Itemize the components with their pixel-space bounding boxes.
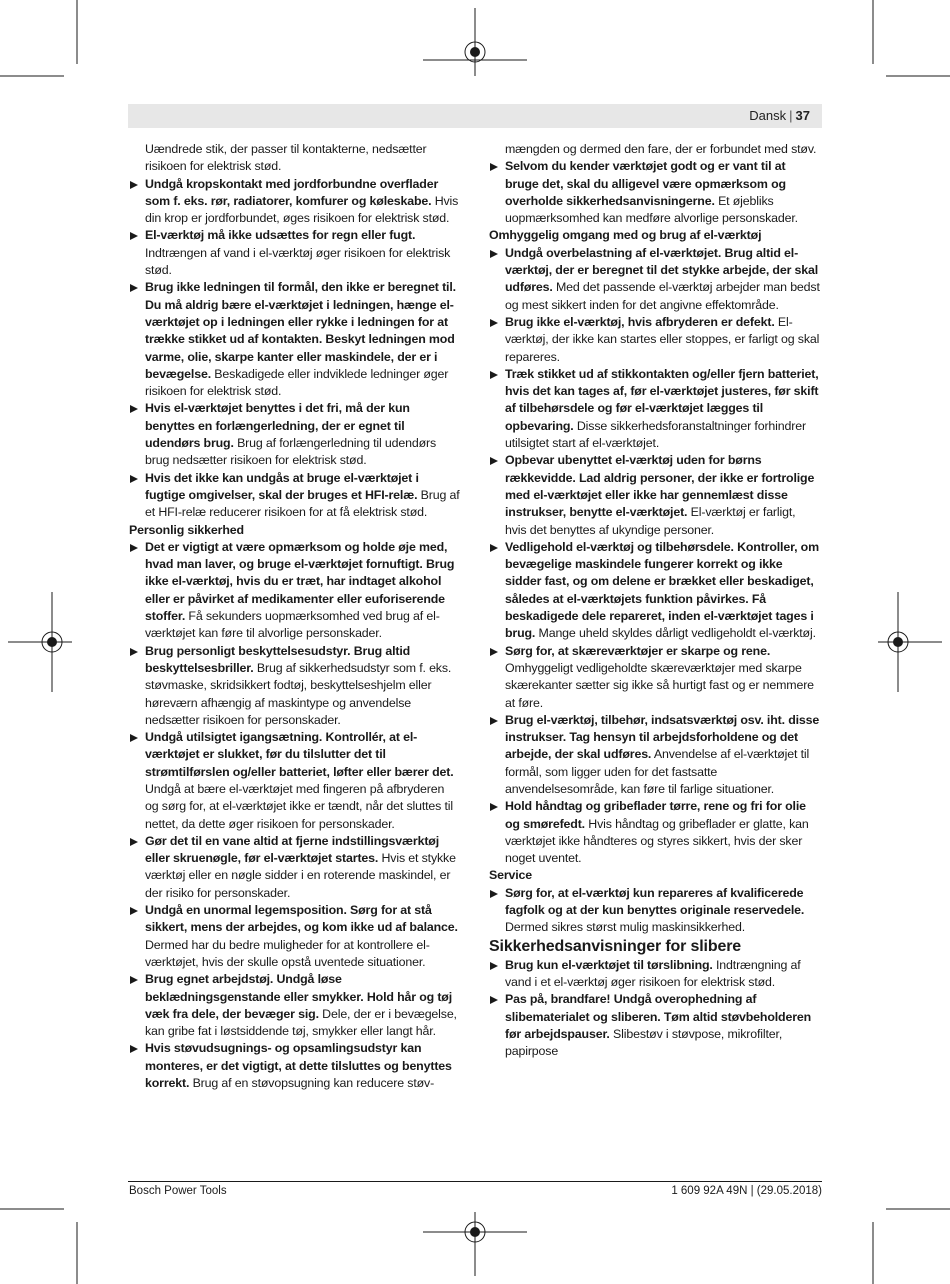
item-bold-text: Brug ikke ledningen til formål, den ikke er beregnet til. Du må aldrig bære el-værktøjet i ledningen, hænge el-værktøjet op i ledningen eller rykke i ledningen for at trække stikket ud af kontakten. Beskyt ledningen mod varme, olie, skarpe kanter eller maskindele, der er i bevægelse. [145, 280, 456, 381]
tool-handling-list [489, 245, 820, 868]
item-bold-text: Pas på, brandfare! Undgå overophedning af slibematerialet og sliberen. Tøm altid støvbeholderen før arbejdspauser. [505, 992, 812, 1041]
list-item [489, 366, 820, 452]
section-service: Service [489, 868, 533, 883]
list-item [129, 400, 460, 469]
item-text: Et øjebliks uopmærksomhed kan medføre alvorlige personskader. [505, 193, 798, 226]
continuation-paragraph: mængden og dermed den fare, der er forbundet med støv. [505, 142, 817, 156]
item-text: Dermed sikres størst mulig maskinsikkerhed. [505, 920, 746, 935]
bullet-triangle-icon [130, 232, 138, 240]
bullet-triangle-icon [130, 838, 138, 846]
item-bold-text: Undgå kropskontakt med jordforbundne overflader som f. eks. rør, radiatorer, komfurer og køleskabe. [145, 176, 439, 208]
list-item [129, 176, 460, 228]
item-bold-text: Brug kun el-værktøjet til tørslibning. [505, 957, 713, 972]
item-bold-text: Hold håndtag og gribeflader tørre, rene og fri for olie og smørefedt. [505, 799, 806, 831]
item-bold-text: Hvis el-værktøjet benyttes i det fri, må der kun benyttes en forlængerledning, der er egnet til udendørs brug. [145, 401, 410, 451]
footer-doc-number: 1 609 92A 49N | (29.05.2018) [671, 1185, 822, 1197]
item-bold-text: Undgå en unormal legemsposition. Sørg for at stå sikkert, mens der arbejdes, og kom ikke ud af balance. [145, 903, 458, 935]
header-text [749, 108, 810, 123]
intro-paragraph: Uændrede stik, der passer til kontakterne, nedsætter risikoen for elektrisk stød. [145, 142, 427, 174]
item-text: Hvis håndtag og gribeflader er glatte, kan værktøjet ikke håndteres og styres sikkert, hvis der sker noget uventet. [505, 816, 809, 866]
list-item [489, 158, 820, 227]
list-item [489, 314, 820, 366]
list-item [489, 643, 820, 712]
item-text: Dermed har du bedre muligheder for at kontrollere el-værktøjet, hvis der skulle opstå uventede situationer. [145, 937, 430, 969]
list-item [129, 1040, 460, 1092]
list-item [129, 971, 460, 1040]
item-bold-text: El-værktøj må ikke udsættes for regn eller fugt. [145, 228, 416, 243]
item-bold-text: Selvom du kender værktøjet godt og er vant til at bruge det, skal du alligevel være opmærksom og overholde sikkerhedsanvisningerne. [505, 159, 786, 208]
header-separator: | [789, 108, 793, 123]
item-text: Disse sikkerhedsforanstaltninger forhindrer utilsigtet start af el-værktøjet. [505, 418, 806, 451]
footer-publisher: Bosch Power Tools [129, 1185, 227, 1197]
page-header [128, 104, 822, 128]
item-text: Brug af et HFI-relæ reducerer risikoen for at få elektrisk stød. [145, 487, 460, 520]
bullet-triangle-icon [130, 907, 138, 915]
item-bold-text: Brug personligt beskyttelsesudstyr. Brug altid beskyttelsesbriller. [145, 643, 411, 675]
item-bold-text: Undgå utilsigtet igangsætning. Kontrollér, at el-værktøjet er slukket, før du tilslutter det til strømtilførslen og/eller batteriet, løfter eller bærer det. [145, 730, 454, 779]
list-item [129, 279, 460, 400]
item-text: El-værktøj er farligt, hvis det benyttes af ukyndige personer. [505, 505, 796, 537]
bullet-triangle-icon [490, 962, 498, 970]
list-item [129, 643, 460, 729]
item-bold-text: Træk stikket ud af stikkontakten og/eller fjern batteriet, hvis det kan tages af, før el-værktøjet justeres, før skift af tilbehørsdele og før el-værktøjet lægges til opbevaring. [505, 366, 819, 433]
list-item [489, 452, 820, 538]
list-item [129, 729, 460, 833]
bullet-triangle-icon [130, 976, 138, 984]
item-bold-text: Undgå overbelastning af el-værktøjet. Brug altid el-værktøj, der er beregnet til det stykke arbejde, der skal udføres. [505, 245, 819, 295]
list-item [489, 885, 820, 937]
bullet-triangle-icon [130, 181, 138, 189]
item-text: Undgå at bære el-værktøjet med fingeren på afbryderen og sørg for, at el-værktøjet ikke er tændt, når det sluttes til nettet, da dette øger risikoen for personskader. [145, 781, 454, 831]
list-item [129, 833, 460, 902]
item-bold-text: Det er vigtigt at være opmærksom og holde øje med, hvad man laver, og bruge el-værktøjet fornuftigt. Brug ikke el-værktøj, hvis du er træt, har indtaget alkohol eller er påvirket af medikamenter eller euforiserende stoffer. [145, 539, 455, 624]
bullet-triangle-icon [490, 803, 498, 811]
item-text: Dele, der er i bevægelse, kan gribe fat i løstsiddende tøj, smykker eller langt hår. [145, 1006, 457, 1039]
bullet-triangle-icon [490, 250, 498, 258]
list-item [489, 245, 820, 314]
list-item [489, 991, 820, 1060]
list-item [489, 539, 820, 643]
section-personal-safety: Personlig sikkerhed [129, 522, 244, 537]
bullet-triangle-icon [130, 475, 138, 483]
item-text: Slibestøv i støvpose, mikrofilter, papirpose [505, 1026, 783, 1059]
item-bold-text: Gør det til en vane altid at fjerne indstillingsværktøj eller skruenøgle, før el-værktøjet startes. [145, 833, 440, 866]
electrical-safety-list [129, 176, 460, 522]
item-text: Hvis et stykke værktøj eller en nøgle sidder i en roterende maskindel, er der risiko for personskader. [145, 851, 456, 900]
footer-rule [128, 1181, 822, 1182]
list-item [489, 712, 820, 798]
bullet-triangle-icon [490, 544, 498, 552]
bullet-triangle-icon [490, 163, 498, 171]
item-bold-text: Vedligehold el-værktøj og tilbehørsdele. Kontroller, om bevægelige maskindele fungerer korrekt og ikke sidder fast, og om delene er brækket eller beskadiget, således at el-værktøjets funktion påvirkes. Få beskadigede dele repareret, inden el-værktøjet tages i brug. [505, 539, 819, 641]
item-text: Få sekunders uopmærksomhed ved brug af el-værktøjet kan føre til alvorlige personskader. [145, 609, 440, 641]
section-tool-handling: Omhyggelig omgang med og brug af el-værktøj [489, 228, 762, 243]
item-bold-text: Brug egnet arbejdstøj. Undgå løse beklædningsgenstande eller smykker. Hold hår og tøj væk fra dele, der bevæger sig. [145, 972, 453, 1021]
item-text: Omhyggeligt vedligeholdte skæreværktøjer med skarpe skærekanter sætter sig ikke så hurtigt fast og er nemmere at føre. [505, 660, 814, 710]
item-text: Beskadigede eller indviklede ledninger øger risikoen for elektrisk stød. [145, 366, 449, 399]
list-item [129, 539, 460, 643]
list-item [489, 957, 820, 992]
bullet-triangle-icon [130, 405, 138, 413]
personal-safety-list [129, 539, 460, 1093]
item-bold-text: Sørg for, at skæreværktøjer er skarpe og rene. [505, 643, 771, 658]
bullet-triangle-icon [130, 648, 138, 656]
item-bold-text: Brug el-værktøj, tilbehør, indsatsværktøj osv. iht. disse instrukser. Tag hensyn til arbejdsforholdene og det arbejde, der skal udføres. [505, 712, 820, 762]
service-list [489, 885, 820, 937]
list-item [129, 227, 460, 279]
item-text: Med det passende el-værktøj arbejder man bedst og mest sikkert inden for det angivne effektområde. [505, 280, 820, 312]
right-column [489, 141, 820, 1060]
heading-grinder-safety: Sikkerhedsanvisninger for slibere [489, 937, 742, 955]
personal-safety-list-cont [489, 158, 820, 227]
item-text: Brug af sikkerhedsudstyr som f. eks. støvmaske, skridsikkert fodtøj, beskyttelseshjelm eller høreværn afhængig af maskintype og anvendelse nedsætter risikoen for personskader. [145, 660, 452, 727]
item-text: Indtrængning af vand i et el-værktøj øger risikoen for elektrisk stød. [505, 957, 801, 989]
bullet-triangle-icon [130, 284, 138, 292]
bullet-triangle-icon [490, 371, 498, 379]
header-language: Dansk [749, 108, 787, 123]
item-text: El-værktøj, der ikke kan startes eller stoppes, er farligt og skal repareres. [505, 314, 820, 364]
item-text: Indtrængen af vand i el-værktøj øger risikoen for elektrisk stød. [145, 245, 451, 278]
list-item [129, 470, 460, 522]
list-item [129, 902, 460, 971]
left-column [129, 141, 460, 1092]
bullet-triangle-icon [130, 734, 138, 742]
item-text: Mange uheld skyldes dårligt vedligeholdt el-værktøj. [538, 626, 816, 641]
item-text: Anvendelse af el-værktøjet til formål, som ligger uden for det fastsatte anvendelsesområde, kan føre til farlige situationer. [505, 747, 810, 796]
bullet-triangle-icon [490, 319, 498, 327]
item-bold-text: Brug ikke el-værktøj, hvis afbryderen er defekt. [505, 314, 775, 329]
item-text: Brug af en støvopsugning kan reducere støv- [192, 1076, 435, 1091]
item-bold-text: Sørg for, at el-værktøj kun repareres af kvalificerede fagfolk og at der kun benyttes originale reservedele. [505, 885, 805, 918]
bullet-triangle-icon [490, 890, 498, 898]
item-text: Brug af forlængerledning til udendørs brug nedsætter risikoen for elektrisk stød. [145, 436, 437, 468]
bullet-triangle-icon [130, 1045, 138, 1053]
list-item [489, 798, 820, 867]
item-text: Hvis din krop er jordforbundet, øges risikoen for elektrisk stød. [145, 193, 459, 226]
item-bold-text: Hvis støvudsugnings- og opsamlingsudstyr kan monteres, er det vigtigt, at dette tilsluttes og benyttes korrekt. [145, 1041, 452, 1091]
bullet-triangle-icon [490, 717, 498, 725]
bullet-triangle-icon [490, 457, 498, 465]
bullet-triangle-icon [490, 648, 498, 656]
item-bold-text: Hvis det ikke kan undgås at bruge el-værktøjet i fugtige omgivelser, skal der bruges et HFI-relæ. [145, 470, 419, 502]
grinder-safety-list [489, 957, 820, 1061]
bullet-triangle-icon [130, 544, 138, 552]
bullet-triangle-icon [490, 996, 498, 1004]
page-number: 37 [795, 108, 810, 123]
item-bold-text: Opbevar ubenyttet el-værktøj uden for børns rækkevidde. Lad aldrig personer, der ikke er fortrolige med el-værktøjet eller ikke har gennemlæst disse instrukser, benytte el-værktøjet. [505, 453, 815, 520]
